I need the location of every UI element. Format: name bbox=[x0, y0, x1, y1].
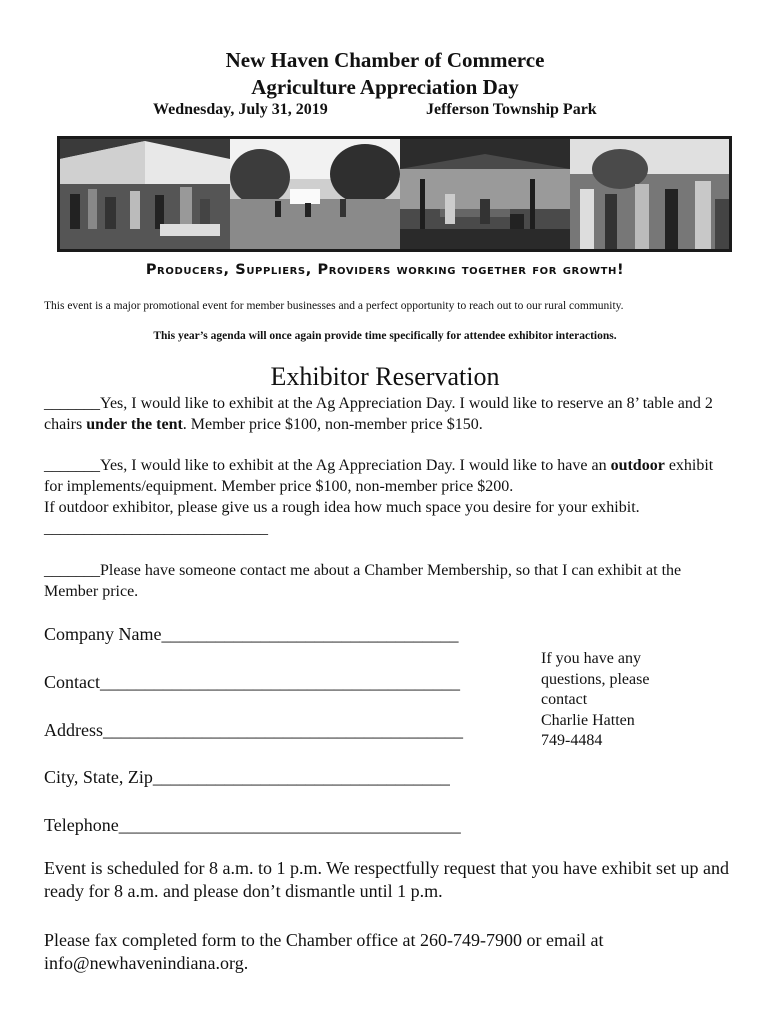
intro-text: This event is a major promotional event for member businesses and a perfect opportunity to reach out to our rural community. bbox=[44, 300, 624, 312]
contact-field bbox=[44, 672, 460, 693]
tagline: Producers, Suppliers, Providers working together for growth! bbox=[145, 262, 625, 278]
photo-crowd bbox=[570, 139, 729, 249]
schedule-note: Event is scheduled for 8 a.m. to 1 p.m. We respectfully request that you have exhibit set up and ready for 8 a.m. and please don’t dismantle until 1 p.m. bbox=[44, 858, 730, 901]
contact-info-line-1: If you have any bbox=[541, 650, 641, 667]
event-venue: Jefferson Township Park bbox=[426, 101, 597, 118]
contact-info-line-2: questions, please bbox=[541, 670, 650, 688]
option-tent-bold: under the tent bbox=[86, 416, 183, 433]
photo-outdoor-field bbox=[230, 139, 400, 249]
option-outdoor-space-prompt: If outdoor exhibitor, please give us a rough idea how much space you desire for your exhibit. bbox=[44, 499, 640, 516]
company-name-label: Company Name bbox=[44, 624, 162, 644]
city-state-zip-label: City, State, Zip bbox=[44, 767, 153, 787]
contact-line[interactable]: ________________________________________ bbox=[100, 672, 460, 692]
telephone-field bbox=[44, 815, 461, 836]
event-title: Agriculture Appreciation Day bbox=[251, 75, 519, 99]
org-title: New Haven Chamber of Commerce bbox=[225, 48, 545, 72]
address-line[interactable]: ________________________________________ bbox=[103, 720, 463, 740]
telephone-line[interactable]: ______________________________________ bbox=[118, 815, 461, 835]
option-outdoor-price: exhibit for implements/equipment. Member price $100, non-member price $200. bbox=[44, 457, 714, 495]
company-name-field bbox=[44, 624, 458, 645]
option-tent-blank[interactable]: _______ bbox=[44, 395, 100, 412]
contact-label: Contact bbox=[44, 672, 100, 692]
option-membership-text: Please have someone contact me about a Chamber Membership, so that I can exhibit at the Member price. bbox=[44, 562, 682, 600]
contact-person-phone: 749-4484 bbox=[541, 732, 603, 750]
agenda-note: This year’s agenda will once again provide time specifically for attendee exhibitor interactions. bbox=[153, 330, 617, 342]
photo-pavilion bbox=[400, 139, 570, 249]
contact-info-box bbox=[541, 649, 711, 752]
address-label: Address bbox=[44, 720, 103, 740]
form-title: Exhibitor Reservation bbox=[270, 362, 500, 391]
telephone-label: Telephone bbox=[44, 815, 119, 835]
option-outdoor-text: Yes, I would like to exhibit at the Ag Appreciation Day. I would like to have an bbox=[100, 457, 611, 474]
contact-person-name: Charlie Hatten bbox=[541, 711, 635, 729]
option-membership-blank[interactable]: _______ bbox=[44, 562, 100, 579]
company-name-line[interactable]: _________________________________ bbox=[161, 624, 459, 644]
option-outdoor bbox=[44, 455, 734, 539]
contact-info-line-3: contact bbox=[541, 691, 588, 709]
event-photo-collage bbox=[57, 136, 732, 252]
option-tent-text: Yes, I would like to exhibit at the Ag Appreciation Day. I would like to reserve an 8’ table and 2 chairs bbox=[44, 395, 713, 433]
option-tent bbox=[44, 393, 734, 435]
option-membership bbox=[44, 560, 734, 602]
city-state-zip-line[interactable]: _________________________________ bbox=[152, 767, 450, 787]
city-state-zip-field bbox=[44, 767, 450, 788]
option-outdoor-blank[interactable]: _______ bbox=[44, 457, 100, 474]
address-field bbox=[44, 720, 463, 741]
photo-tent-interior bbox=[60, 139, 230, 249]
event-date: Wednesday, July 31, 2019 bbox=[153, 101, 328, 118]
option-outdoor-space-line[interactable]: ____________________________ bbox=[44, 520, 268, 537]
option-tent-price: . Member price $100, non-member price $150. bbox=[182, 416, 483, 433]
fax-instructions: Please fax completed form to the Chamber office at 260-749-7900 or email at info@newhavenindiana.org. bbox=[44, 930, 604, 973]
option-outdoor-bold: outdoor bbox=[610, 457, 665, 474]
